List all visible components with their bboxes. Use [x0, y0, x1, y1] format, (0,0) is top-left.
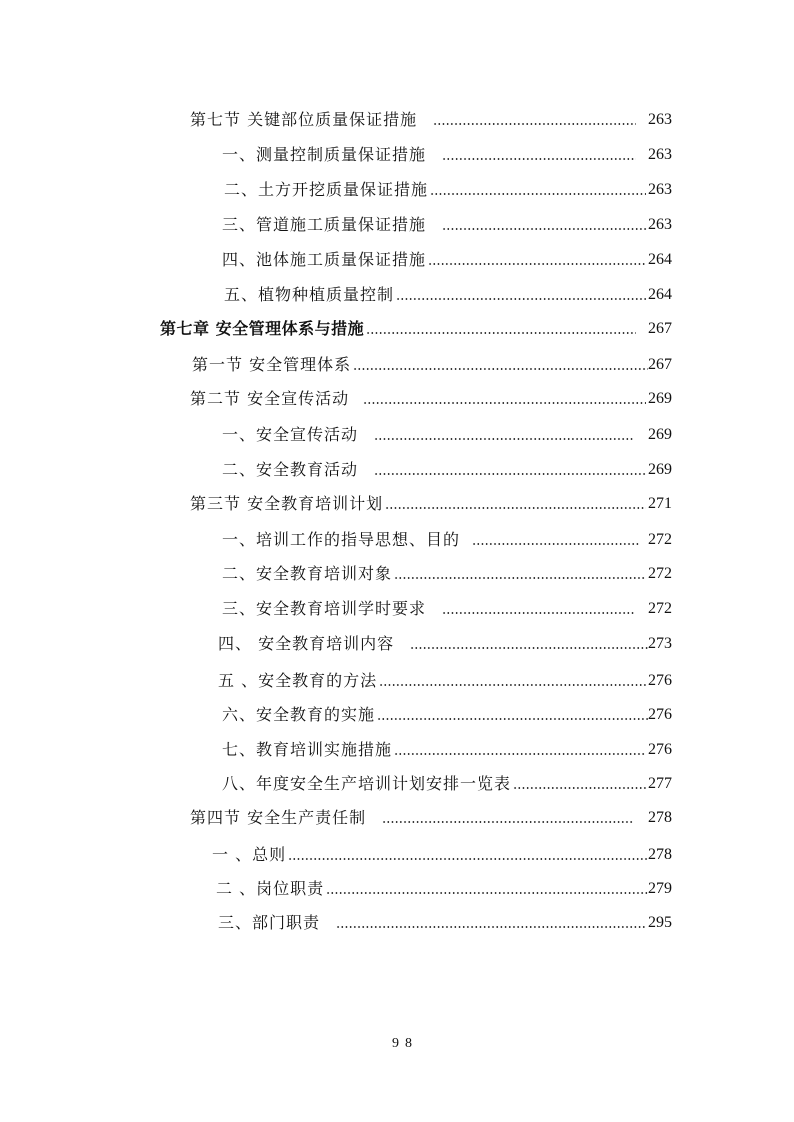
dot-leader — [377, 717, 648, 721]
toc-entry-page: 276 — [648, 706, 672, 723]
toc-entry-page: 269 — [648, 426, 672, 443]
toc-entry-page: 263 — [648, 111, 672, 128]
dot-leader — [394, 752, 646, 756]
toc-entry[interactable] — [216, 875, 672, 899]
dot-leader — [513, 786, 646, 790]
dot-leader — [382, 820, 634, 824]
toc-entry[interactable] — [190, 106, 672, 130]
toc-entry-label: 四、 安全教育培训内容 — [218, 634, 395, 653]
toc-entry-page: 295 — [648, 914, 672, 931]
dot-leader — [410, 646, 648, 650]
toc-entry[interactable] — [218, 667, 672, 691]
toc-entry[interactable] — [222, 770, 672, 794]
toc-entry[interactable] — [222, 456, 672, 480]
toc-entry-label: 五、植物种植质量控制 — [224, 285, 395, 304]
dot-leader — [396, 297, 646, 301]
dot-leader — [336, 925, 646, 929]
dot-leader — [288, 857, 648, 861]
dot-leader — [433, 122, 636, 126]
dot-leader — [472, 542, 640, 546]
toc-entry[interactable] — [224, 281, 672, 305]
dot-leader — [385, 506, 646, 510]
toc-entry-label: 三、安全教育培训学时要求 — [222, 599, 427, 618]
toc-entry-page: 271 — [648, 495, 672, 512]
toc-entry-label: 一、培训工作的指导思想、目的 — [222, 530, 461, 549]
toc-entry[interactable] — [222, 246, 672, 270]
toc-entry-page: 276 — [648, 672, 672, 689]
toc-entry-page: 272 — [648, 531, 672, 548]
toc-entry-label: 第七节 关键部位质量保证措施 — [190, 110, 418, 129]
toc-entry-label: 二 、岗位职责 — [216, 879, 325, 898]
toc-entry-label: 一 、总则 — [212, 845, 287, 864]
dot-leader — [379, 683, 646, 687]
toc-entry[interactable] — [222, 526, 672, 550]
toc-entry-label: 第三节 安全教育培训计划 — [190, 494, 384, 513]
toc-entry[interactable] — [222, 141, 672, 165]
toc-entry[interactable] — [222, 421, 672, 445]
toc-entry[interactable] — [190, 804, 672, 828]
toc-entry[interactable] — [190, 385, 672, 409]
toc-entry-page: 272 — [648, 600, 672, 617]
dot-leader — [374, 437, 634, 441]
toc-entry-page: 273 — [648, 635, 672, 652]
toc-entry-page: 269 — [648, 461, 672, 478]
toc-entry-page: 263 — [648, 181, 672, 198]
toc-entry[interactable] — [222, 736, 672, 760]
page-number: 98 — [392, 1036, 418, 1051]
toc-entry[interactable] — [190, 490, 672, 514]
toc-entry[interactable] — [192, 351, 672, 375]
toc-entry-label: 第七章 安全管理体系与措施 — [160, 319, 365, 338]
dot-leader — [428, 262, 646, 266]
toc-entry[interactable] — [222, 595, 672, 619]
toc-entry-page: 277 — [648, 775, 672, 792]
toc-entry-page: 264 — [648, 286, 672, 303]
toc-entry[interactable] — [218, 630, 672, 654]
toc-entry[interactable] — [212, 841, 672, 865]
toc-entry-label: 二、安全教育活动 — [222, 460, 359, 479]
toc-entry-label: 七、教育培训实施措施 — [222, 740, 393, 759]
toc-entry[interactable] — [224, 176, 672, 200]
toc-entry-page: 263 — [648, 146, 672, 163]
toc-entry-label: 第一节 安全管理体系 — [192, 355, 352, 374]
dot-leader — [366, 331, 636, 335]
toc-entry-page: 267 — [648, 320, 672, 337]
toc-entry-label: 四、池体施工质量保证措施 — [222, 250, 427, 269]
dot-leader — [442, 157, 636, 161]
toc-entry-page: 264 — [648, 251, 672, 268]
toc-entry-label: 三、管道施工质量保证措施 — [222, 215, 427, 234]
toc-entry-label: 二、土方开挖质量保证措施 — [224, 180, 429, 199]
dot-leader — [442, 227, 648, 231]
dot-leader — [363, 401, 646, 405]
toc-entry-label: 第二节 安全宣传活动 — [190, 389, 350, 408]
toc-entry-label: 三、部门职责 — [218, 913, 321, 932]
dot-leader — [394, 576, 646, 580]
dot-leader — [326, 891, 648, 895]
dot-leader — [353, 367, 648, 371]
toc-entry[interactable] — [222, 701, 672, 725]
toc-entry-page: 276 — [648, 741, 672, 758]
toc-entry-label: 二、安全教育培训对象 — [222, 564, 393, 583]
toc-entry-label: 一、测量控制质量保证措施 — [222, 145, 427, 164]
toc-entry-label: 六、安全教育的实施 — [222, 705, 376, 724]
toc-entry-page: 278 — [648, 809, 672, 826]
toc-entry-page: 269 — [648, 390, 672, 407]
toc-entry-page: 267 — [648, 356, 672, 373]
toc-entry-page: 278 — [648, 846, 672, 863]
dot-leader — [374, 472, 646, 476]
dot-leader — [430, 192, 646, 196]
toc-entry[interactable] — [222, 560, 672, 584]
dot-leader — [442, 611, 634, 615]
toc-entry[interactable] — [222, 211, 672, 235]
toc-entry-label: 第四节 安全生产责任制 — [190, 808, 367, 827]
toc-entry[interactable] — [218, 909, 672, 933]
toc-entry-page: 279 — [648, 880, 672, 897]
toc-entry-label: 八、年度安全生产培训计划安排一览表 — [222, 774, 512, 793]
toc-chapter-entry[interactable] — [160, 315, 672, 339]
toc-entry-label: 一、安全宣传活动 — [222, 425, 359, 444]
toc-entry-page: 263 — [648, 216, 672, 233]
toc-entry-page: 272 — [648, 565, 672, 582]
toc-entry-label: 五 、安全教育的方法 — [218, 671, 378, 690]
